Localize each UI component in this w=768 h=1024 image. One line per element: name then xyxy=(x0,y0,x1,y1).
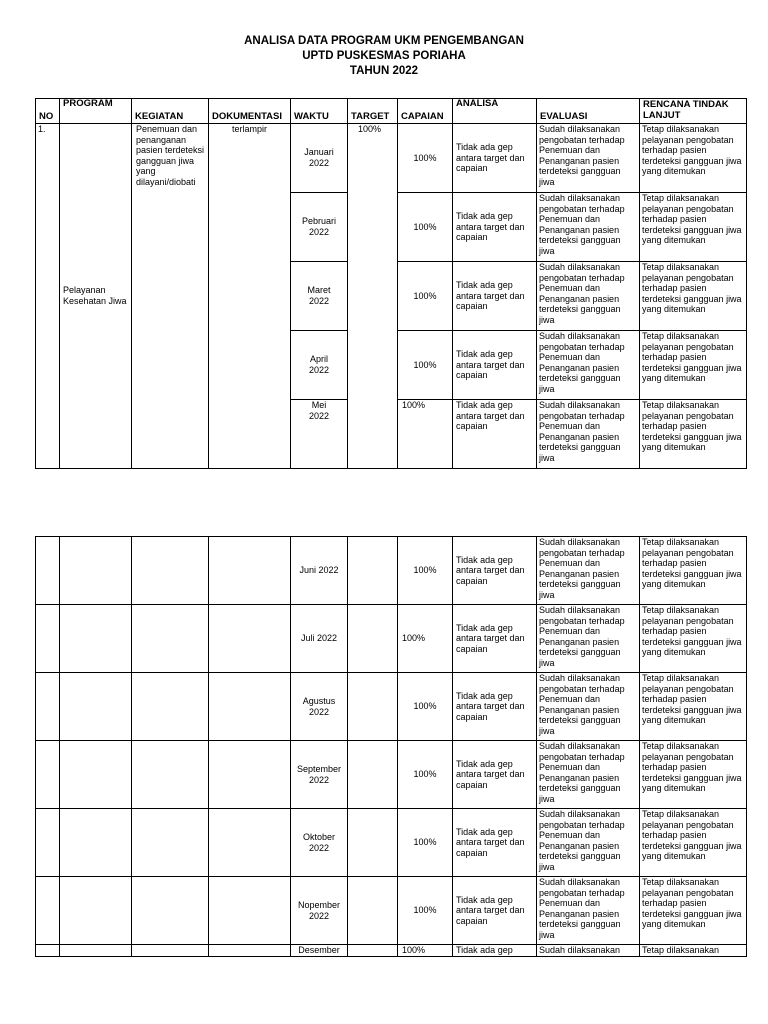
evaluasi-cell: Sudah dilaksanakan pengobatan terhadap Penemuan dan Penanganan pasien terdeteksi gangguan jiwa xyxy=(537,262,640,331)
col-header-analisa: ANALISA xyxy=(453,99,537,124)
capaian-cell: 100% xyxy=(398,945,453,957)
waktu-cell: April 2022 xyxy=(291,331,348,400)
program-cell xyxy=(60,741,132,809)
dokumentasi-cell xyxy=(209,537,291,605)
row-number xyxy=(36,877,60,945)
analisa-cell: Tidak ada gep antara target dan capaian xyxy=(453,331,537,400)
capaian-cell: 100% xyxy=(398,877,453,945)
rtl-cell: Tetap dilaksanakan xyxy=(640,945,747,957)
waktu-cell: Agustus 2022 xyxy=(291,673,348,741)
target-cell xyxy=(348,537,398,605)
evaluasi-cell: Sudah dilaksanakan pengobatan terhadap Penemuan dan Penanganan pasien terdeteksi gangguan jiwa xyxy=(537,124,640,193)
rtl-cell: Tetap dilaksanakan pelayanan pengobatan terhadap pasien terdeteksi gangguan jiwa yang ditemukan xyxy=(640,605,747,673)
program-cell xyxy=(60,809,132,877)
col-header-no: NO xyxy=(36,99,60,124)
program-cell xyxy=(60,673,132,741)
evaluasi-cell: Sudah dilaksanakan pengobatan terhadap Penemuan dan Penanganan pasien terdeteksi gangguan jiwa xyxy=(537,673,640,741)
kegiatan-cell xyxy=(132,605,209,673)
waktu-cell: September 2022 xyxy=(291,741,348,809)
dokumentasi-cell: terlampir xyxy=(209,124,291,469)
target-cell: 100% xyxy=(348,124,398,469)
kegiatan-cell xyxy=(132,673,209,741)
kegiatan-cell xyxy=(132,741,209,809)
col-header-waktu: WAKTU xyxy=(291,99,348,124)
analisa-cell: Tidak ada gep antara target dan capaian xyxy=(453,809,537,877)
table-row xyxy=(36,673,747,741)
capaian-cell: 100% xyxy=(398,537,453,605)
evaluasi-cell: Sudah dilaksanakan xyxy=(537,945,640,957)
capaian-cell: 100% xyxy=(398,124,453,193)
kegiatan-cell: Penemuan dan penanganan pasien terdeteksi gangguan jiwa yang dilayani/diobati xyxy=(132,124,209,469)
analisa-cell: Tidak ada gep xyxy=(453,945,537,957)
dokumentasi-cell xyxy=(209,741,291,809)
row-number xyxy=(36,809,60,877)
evaluasi-cell: Sudah dilaksanakan pengobatan terhadap Penemuan dan Penanganan pasien terdeteksi gangguan jiwa xyxy=(537,741,640,809)
waktu-cell: Juni 2022 xyxy=(291,537,348,605)
kegiatan-cell xyxy=(132,809,209,877)
dokumentasi-cell xyxy=(209,877,291,945)
row-number xyxy=(36,741,60,809)
waktu-cell: Pebruari 2022 xyxy=(291,193,348,262)
target-cell xyxy=(348,673,398,741)
evaluasi-cell: Sudah dilaksanakan pengobatan terhadap Penemuan dan Penanganan pasien terdeteksi gangguan jiwa xyxy=(537,331,640,400)
kegiatan-cell xyxy=(132,537,209,605)
capaian-cell: 100% xyxy=(398,193,453,262)
target-cell xyxy=(348,809,398,877)
waktu-cell: Juli 2022 xyxy=(291,605,348,673)
analysis-table-page-2 xyxy=(35,536,747,957)
capaian-cell: 100% xyxy=(398,605,453,673)
report-subtitle: UPTD PUSKESMAS PORIAHA xyxy=(302,50,466,62)
target-cell xyxy=(348,877,398,945)
col-header-dokumentasi: DOKUMENTASI xyxy=(209,99,291,124)
analisa-cell: Tidak ada gep antara target dan capaian xyxy=(453,537,537,605)
table-row xyxy=(36,537,747,605)
rtl-cell: Tetap dilaksanakan pelayanan pengobatan terhadap pasien terdeteksi gangguan jiwa yang ditemukan xyxy=(640,193,747,262)
analysis-table-page-1 xyxy=(35,98,747,469)
waktu-cell: Nopember 2022 xyxy=(291,877,348,945)
waktu-cell: Desember xyxy=(291,945,348,957)
col-header-program: PROGRAM xyxy=(60,99,132,124)
evaluasi-cell: Sudah dilaksanakan pengobatan terhadap Penemuan dan Penanganan pasien terdeteksi gangguan jiwa xyxy=(537,193,640,262)
col-header-target: TARGET xyxy=(348,99,398,124)
evaluasi-cell: Sudah dilaksanakan pengobatan terhadap Penemuan dan Penanganan pasien terdeteksi gangguan jiwa xyxy=(537,400,640,469)
program-cell xyxy=(60,945,132,957)
waktu-cell: Oktober 2022 xyxy=(291,809,348,877)
waktu-cell: Januari 2022 xyxy=(291,124,348,193)
table-row xyxy=(36,741,747,809)
kegiatan-cell xyxy=(132,945,209,957)
analisa-cell: Tidak ada gep antara target dan capaian xyxy=(453,124,537,193)
table-row xyxy=(36,124,747,193)
evaluasi-cell: Sudah dilaksanakan pengobatan terhadap Penemuan dan Penanganan pasien terdeteksi gangguan jiwa xyxy=(537,537,640,605)
capaian-cell: 100% xyxy=(398,331,453,400)
waktu-cell: Maret 2022 xyxy=(291,262,348,331)
col-header-capaian: CAPAIAN xyxy=(398,99,453,124)
col-header-rtl: RENCANA TINDAK LANJUT xyxy=(640,99,747,124)
target-cell xyxy=(348,605,398,673)
program-cell xyxy=(60,605,132,673)
rtl-cell: Tetap dilaksanakan pelayanan pengobatan terhadap pasien terdeteksi gangguan jiwa yang ditemukan xyxy=(640,741,747,809)
analisa-cell: Tidak ada gep antara target dan capaian xyxy=(453,400,537,469)
table-header-row xyxy=(36,99,747,124)
waktu-cell: Mei 2022 xyxy=(291,400,348,469)
dokumentasi-cell xyxy=(209,809,291,877)
evaluasi-cell: Sudah dilaksanakan pengobatan terhadap Penemuan dan Penanganan pasien terdeteksi gangguan jiwa xyxy=(537,605,640,673)
row-number xyxy=(36,605,60,673)
row-number xyxy=(36,673,60,741)
rtl-cell: Tetap dilaksanakan pelayanan pengobatan terhadap pasien terdeteksi gangguan jiwa yang ditemukan xyxy=(640,809,747,877)
table-row xyxy=(36,877,747,945)
table-row xyxy=(36,605,747,673)
analisa-cell: Tidak ada gep antara target dan capaian xyxy=(453,262,537,331)
capaian-cell: 100% xyxy=(398,741,453,809)
rtl-cell: Tetap dilaksanakan pelayanan pengobatan terhadap pasien terdeteksi gangguan jiwa yang ditemukan xyxy=(640,331,747,400)
rtl-cell: Tetap dilaksanakan pelayanan pengobatan terhadap pasien terdeteksi gangguan jiwa yang ditemukan xyxy=(640,262,747,331)
evaluasi-cell: Sudah dilaksanakan pengobatan terhadap Penemuan dan Penanganan pasien terdeteksi gangguan jiwa xyxy=(537,809,640,877)
kegiatan-cell xyxy=(132,877,209,945)
analisa-cell: Tidak ada gep antara target dan capaian xyxy=(453,605,537,673)
target-cell xyxy=(348,741,398,809)
capaian-cell: 100% xyxy=(398,400,453,469)
col-header-evaluasi: EVALUASI xyxy=(537,99,640,124)
program-cell xyxy=(60,537,132,605)
rtl-cell: Tetap dilaksanakan pelayanan pengobatan terhadap pasien terdeteksi gangguan jiwa yang ditemukan xyxy=(640,124,747,193)
report-year: TAHUN 2022 xyxy=(349,65,419,77)
table-row xyxy=(36,809,747,877)
rtl-cell: Tetap dilaksanakan pelayanan pengobatan terhadap pasien terdeteksi gangguan jiwa yang ditemukan xyxy=(640,537,747,605)
capaian-cell: 100% xyxy=(398,673,453,741)
rtl-cell: Tetap dilaksanakan pelayanan pengobatan terhadap pasien terdeteksi gangguan jiwa yang ditemukan xyxy=(640,400,747,469)
col-header-kegiatan: KEGIATAN xyxy=(132,99,209,124)
rtl-cell: Tetap dilaksanakan pelayanan pengobatan terhadap pasien terdeteksi gangguan jiwa yang ditemukan xyxy=(640,673,747,741)
capaian-cell: 100% xyxy=(398,262,453,331)
capaian-cell: 100% xyxy=(398,809,453,877)
target-cell xyxy=(348,945,398,957)
analisa-cell: Tidak ada gep antara target dan capaian xyxy=(453,741,537,809)
analisa-cell: Tidak ada gep antara target dan capaian xyxy=(453,193,537,262)
table-row xyxy=(36,945,747,957)
evaluasi-cell: Sudah dilaksanakan pengobatan terhadap Penemuan dan Penanganan pasien terdeteksi gangguan jiwa xyxy=(537,877,640,945)
dokumentasi-cell xyxy=(209,605,291,673)
program-cell xyxy=(60,877,132,945)
rtl-cell: Tetap dilaksanakan pelayanan pengobatan terhadap pasien terdeteksi gangguan jiwa yang ditemukan xyxy=(640,877,747,945)
row-number xyxy=(36,537,60,605)
analisa-cell: Tidak ada gep antara target dan capaian xyxy=(453,877,537,945)
row-number: 1. xyxy=(36,124,60,469)
program-cell: Pelayanan Kesehatan Jiwa xyxy=(60,124,132,469)
dokumentasi-cell xyxy=(209,945,291,957)
dokumentasi-cell xyxy=(209,673,291,741)
row-number xyxy=(36,945,60,957)
report-title: ANALISA DATA PROGRAM UKM PENGEMBANGAN xyxy=(244,35,524,47)
analisa-cell: Tidak ada gep antara target dan capaian xyxy=(453,673,537,741)
